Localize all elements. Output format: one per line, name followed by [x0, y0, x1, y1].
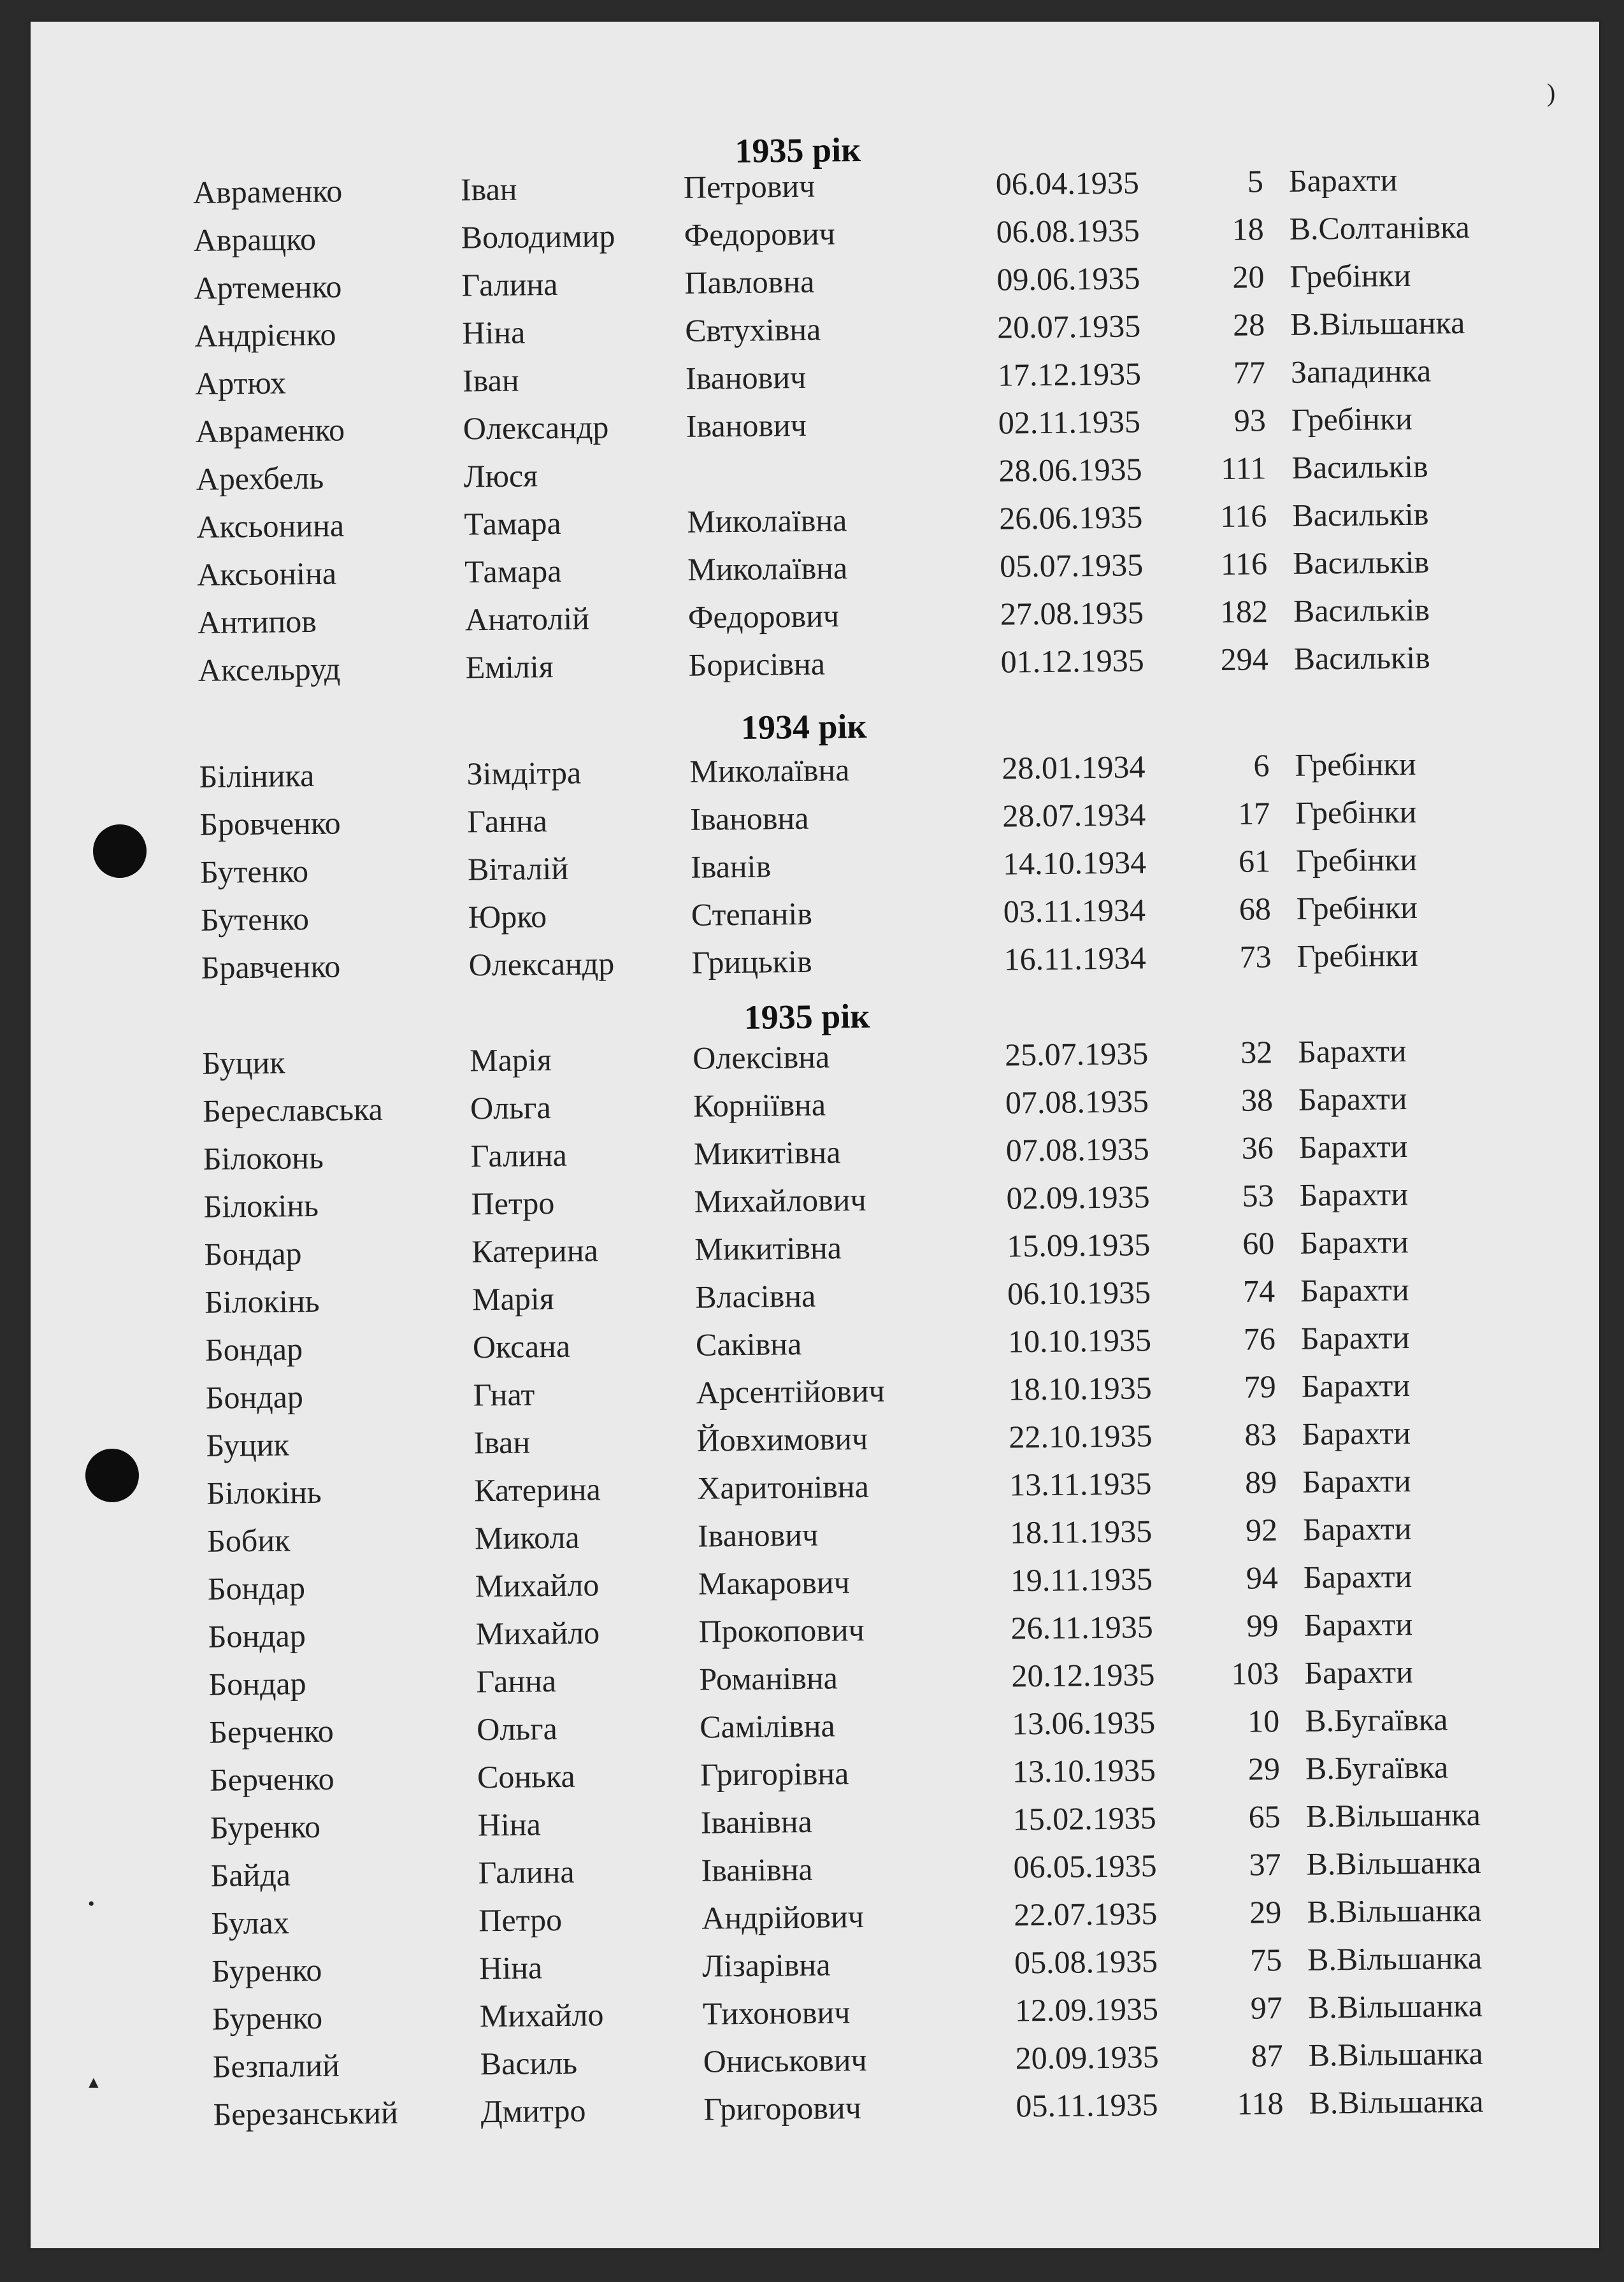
birth-date: 28.07.1934 [1002, 796, 1146, 834]
birth-date: 01.12.1935 [1000, 642, 1145, 680]
record-number: 77 [1233, 354, 1266, 391]
surname: Арехбель [196, 459, 324, 497]
patronymic: Григорівна [700, 1755, 849, 1793]
record-number: 74 [1242, 1273, 1275, 1309]
record-number: 65 [1248, 1798, 1281, 1835]
patronymic: Харитонівна [696, 1468, 870, 1506]
patronymic: Лізарівна [701, 1946, 831, 1984]
surname: Аксьоніна [196, 555, 337, 592]
surname: Буренко [211, 1951, 322, 1989]
given-name: Ніна [478, 1949, 543, 1986]
given-name: Галина [461, 266, 558, 303]
birth-date: 19.11.1935 [1010, 1561, 1153, 1598]
record-number: 53 [1242, 1177, 1274, 1214]
patronymic: Євтухівна [684, 311, 821, 348]
village: Васильків [1293, 639, 1431, 677]
village: В.Бугаївка [1305, 1749, 1449, 1786]
patronymic: Івановна [689, 800, 809, 837]
birth-date: 07.08.1935 [1005, 1083, 1149, 1121]
village: Васильків [1291, 448, 1428, 485]
given-name: Люся [463, 457, 538, 494]
given-name: Петро [471, 1185, 555, 1222]
village: Барахти [1298, 1080, 1407, 1117]
given-name: Михайло [479, 1997, 604, 2034]
patronymic: Іванович [697, 1516, 819, 1554]
birth-date: 09.06.1935 [996, 260, 1140, 298]
given-name: Ганна [467, 803, 548, 840]
birth-date: 05.08.1935 [1014, 1943, 1158, 1981]
surname: Буренко [210, 1808, 321, 1846]
surname: Байда [210, 1856, 291, 1893]
document-page [31, 22, 1599, 2248]
patronymic: Йовхимович [696, 1420, 868, 1458]
birth-date: 20.07.1935 [996, 308, 1141, 345]
surname: Артюх [194, 364, 287, 401]
surname: Андрієнко [194, 316, 336, 354]
surname: Бровченко [199, 805, 341, 842]
village: Барахти [1300, 1319, 1410, 1356]
given-name: Ніна [477, 1806, 542, 1843]
pencil-mark-triangle: ▲ [85, 2073, 102, 2092]
surname: Авращко [193, 220, 317, 258]
surname: Біліника [199, 757, 315, 794]
given-name: Віталій [467, 850, 569, 887]
patronymic: Олексівна [692, 1038, 830, 1076]
village: Барахти [1299, 1175, 1409, 1213]
record-number: 36 [1241, 1130, 1274, 1166]
pencil-mark-top: ) [1547, 78, 1556, 107]
surname: Білокінь [206, 1474, 322, 1511]
village: Барахти [1302, 1510, 1412, 1547]
birth-date: 15.09.1935 [1007, 1226, 1151, 1264]
patronymic: Прокопович [698, 1611, 865, 1649]
village: Гребінки [1291, 400, 1413, 438]
village: Васильків [1292, 496, 1429, 533]
surname: Березанський [213, 2094, 399, 2132]
given-name: Анатолій [464, 600, 590, 638]
village: В.Вільшанка [1309, 2083, 1484, 2121]
village: В.Вільшанка [1307, 1891, 1482, 1930]
record-number: 61 [1238, 843, 1271, 879]
record-number: 29 [1247, 1751, 1281, 1787]
village: Барахти [1304, 1653, 1414, 1691]
given-name: Ніна [461, 314, 526, 351]
birth-date: 20.09.1935 [1015, 2039, 1159, 2076]
given-name: Марія [469, 1042, 552, 1079]
record-number: 68 [1239, 891, 1272, 927]
patronymic: Миколаївна [687, 502, 847, 540]
surname: Білокінь [203, 1187, 319, 1224]
birth-date: 06.04.1935 [995, 164, 1140, 202]
patronymic: Андрійович [701, 1898, 865, 1936]
surname: Авраменко [195, 412, 345, 449]
village: Барахти [1302, 1414, 1411, 1452]
surname: Авраменко [192, 173, 343, 210]
birth-date: 26.06.1935 [999, 499, 1143, 536]
village: В.Вільшанка [1290, 304, 1465, 342]
surname: Білоконь [203, 1139, 324, 1177]
patronymic: Степанів [691, 895, 813, 933]
patronymic: Григорович [703, 2090, 862, 2127]
patronymic: Саківна [695, 1325, 802, 1363]
patronymic: Микитівна [693, 1134, 841, 1172]
record-number: 10 [1247, 1703, 1280, 1739]
village: Гребінки [1295, 745, 1416, 783]
given-name: Василь [480, 2044, 578, 2082]
surname: Білокінь [204, 1282, 320, 1320]
record-number: 89 [1244, 1464, 1277, 1500]
given-name: Тамара [464, 505, 561, 542]
village: Барахти [1300, 1223, 1409, 1261]
record-number: 29 [1249, 1894, 1282, 1930]
surname: Береславська [202, 1091, 384, 1129]
birth-date: 22.07.1935 [1014, 1895, 1158, 1933]
village: В.Вільшанка [1307, 1939, 1483, 1977]
record-number: 38 [1240, 1082, 1274, 1118]
village: Барахти [1302, 1462, 1411, 1500]
birth-date: 10.10.1935 [1007, 1322, 1152, 1360]
record-number: 103 [1231, 1655, 1279, 1691]
village: Гребінки [1297, 936, 1418, 974]
village: Гребінки [1295, 841, 1418, 879]
surname: Буренко [212, 1999, 323, 2037]
patronymic: Микитівна [694, 1230, 842, 1267]
record-number: 5 [1247, 163, 1264, 199]
patronymic: Михайлович [694, 1181, 866, 1219]
record-number: 92 [1245, 1512, 1278, 1548]
village: Барахти [1301, 1367, 1411, 1404]
birth-date: 17.12.1935 [997, 355, 1142, 393]
village: В.Вільшанка [1305, 1796, 1481, 1834]
record-number: 118 [1237, 2085, 1284, 2121]
surname: Бондар [205, 1331, 303, 1368]
given-name: Ганна [476, 1663, 557, 1700]
birth-date: 03.11.1934 [1003, 892, 1146, 929]
given-name: Ольга [476, 1711, 558, 1747]
surname: Аксельруд [198, 650, 341, 688]
record-number: 182 [1219, 593, 1268, 630]
surname: Берченко [209, 1760, 334, 1798]
patronymic: Грицьків [691, 943, 812, 980]
surname: Бутенко [199, 853, 309, 890]
village: Барахти [1297, 1032, 1407, 1070]
given-name: Сонька [477, 1758, 575, 1795]
given-name: Гнат [473, 1376, 535, 1413]
pencil-mark-dot: • [88, 1893, 95, 1914]
record-number: 60 [1242, 1225, 1275, 1261]
surname: Бондар [208, 1665, 306, 1702]
patronymic: Корніївна [693, 1086, 826, 1124]
patronymic: Іванівна [700, 1803, 813, 1841]
birth-date: 22.10.1935 [1009, 1417, 1153, 1455]
patronymic: Федорович [687, 598, 840, 635]
surname: Бондар [205, 1379, 304, 1416]
patronymic: Миколаївна [689, 752, 850, 789]
record-number: 76 [1243, 1321, 1276, 1357]
surname: Бондар [204, 1235, 302, 1272]
birth-date: 28.06.1935 [998, 451, 1142, 489]
given-name: Микола [474, 1519, 580, 1556]
punch-hole-upper [93, 824, 147, 878]
patronymic: Макарович [698, 1564, 851, 1602]
given-name: Зімдітра [466, 754, 582, 792]
record-number: 6 [1253, 747, 1270, 784]
year-heading: 1935 рік [744, 996, 870, 1037]
patronymic: Миколаївна [687, 550, 848, 587]
birth-date: 07.08.1935 [1005, 1131, 1150, 1168]
patronymic: Власівна [694, 1277, 816, 1315]
patronymic: Петрович [683, 168, 816, 205]
given-name: Юрко [468, 898, 547, 935]
given-name: Оксана [472, 1328, 571, 1365]
record-number: 17 [1237, 795, 1270, 831]
given-name: Іван [473, 1424, 531, 1461]
village: В.Вільшанка [1306, 1844, 1481, 1882]
birth-date: 26.11.1935 [1010, 1609, 1154, 1646]
village: Барахти [1300, 1271, 1409, 1309]
birth-date: 13.06.1935 [1011, 1704, 1156, 1742]
surname: Буцик [201, 1044, 285, 1081]
record-number: 93 [1233, 402, 1267, 438]
given-name: Емілія [465, 648, 554, 685]
given-name: Катерина [474, 1471, 601, 1509]
village: Гребінки [1295, 793, 1417, 831]
record-number: 73 [1239, 938, 1272, 975]
given-name: Галина [478, 1853, 575, 1891]
birth-date: 14.10.1934 [1002, 844, 1147, 882]
patronymic: Іванів [690, 848, 772, 885]
surname: Артеменко [194, 268, 342, 306]
patronymic: Федорович [684, 215, 835, 253]
village: В.Бугаївка [1304, 1701, 1448, 1739]
birth-date: 18.10.1935 [1008, 1370, 1152, 1407]
birth-date: 20.12.1935 [1011, 1656, 1155, 1694]
record-number: 87 [1251, 2037, 1283, 2074]
birth-date: 06.08.1935 [996, 212, 1140, 250]
village: В.Вільшанка [1308, 2035, 1483, 2073]
birth-date: 27.08.1935 [1000, 594, 1144, 632]
village: Западинка [1290, 352, 1432, 390]
village: Барахти [1303, 1558, 1412, 1595]
village: Барахти [1288, 162, 1398, 199]
record-number: 32 [1240, 1034, 1273, 1070]
birth-date: 06.05.1935 [1013, 1848, 1157, 1885]
surname: Буцик [206, 1426, 290, 1463]
given-name: Олександр [468, 945, 615, 983]
patronymic: Іванівна [701, 1851, 813, 1888]
patronymic: Ониськович [703, 2041, 867, 2079]
birth-date: 18.11.1935 [1009, 1513, 1153, 1551]
birth-date: 02.11.1935 [998, 403, 1141, 441]
birth-date: 05.07.1935 [999, 547, 1144, 584]
given-name: Марія [471, 1281, 554, 1317]
patronymic: Арсентійович [696, 1372, 885, 1410]
surname: Антипов [197, 603, 317, 640]
surname: Бравченко [201, 948, 341, 986]
given-name: Ольга [470, 1089, 551, 1126]
given-name: Тамара [464, 552, 562, 590]
given-name: Михайло [475, 1614, 600, 1652]
patronymic: Іванович [685, 359, 807, 396]
surname: Бутенко [200, 901, 310, 938]
record-number: 116 [1219, 498, 1267, 535]
village: Гребінки [1296, 889, 1418, 926]
record-number: 94 [1246, 1560, 1279, 1596]
village: Барахти [1298, 1128, 1408, 1165]
given-name: Олександр [463, 409, 609, 447]
surname: Бобик [206, 1522, 291, 1559]
record-number: 294 [1220, 641, 1269, 678]
record-number: 18 [1232, 211, 1264, 247]
record-number: 83 [1244, 1416, 1277, 1453]
surname: Бондар [207, 1570, 306, 1607]
given-name: Галина [470, 1137, 568, 1174]
surname: Берченко [208, 1712, 334, 1750]
given-name: Іван [460, 171, 517, 208]
birth-date: 16.11.1934 [1003, 940, 1147, 977]
village: Васильків [1292, 543, 1430, 581]
given-name: Петро [478, 1901, 563, 1939]
birth-date: 05.11.1935 [1016, 2086, 1158, 2124]
birth-date: 13.10.1935 [1012, 1752, 1156, 1790]
village: Гребінки [1290, 257, 1411, 294]
birth-date: 02.09.1935 [1006, 1179, 1150, 1216]
patronymic: Іванович [686, 406, 807, 444]
village: В.Вільшанка [1307, 1987, 1483, 2025]
surname: Безпалий [212, 2047, 340, 2085]
given-name: Михайло [475, 1567, 600, 1604]
given-name: Дмитро [480, 2092, 586, 2130]
patronymic: Самілівна [699, 1707, 835, 1745]
patronymic: Павловна [684, 263, 815, 301]
surname: Булах [211, 1904, 290, 1941]
patronymic: Романівна [699, 1660, 838, 1697]
village: Васильків [1293, 591, 1430, 629]
patronymic: Борисівна [688, 645, 826, 683]
record-number: 111 [1220, 450, 1267, 486]
surname: Бондар [208, 1618, 306, 1654]
year-heading: 1934 рік [740, 707, 867, 747]
record-number: 116 [1220, 545, 1268, 582]
patronymic: Тихонович [702, 1994, 851, 2032]
village: В.Солтанівка [1289, 208, 1470, 247]
year-heading: 1935 рік [735, 130, 861, 170]
record-number: 75 [1249, 1942, 1283, 1978]
birth-date: 12.09.1935 [1014, 1991, 1159, 2028]
surname: Аксьонина [196, 507, 345, 545]
given-name: Володимир [461, 217, 615, 255]
record-number: 20 [1232, 259, 1265, 295]
record-number: 28 [1232, 306, 1265, 343]
punch-hole-lower [85, 1449, 139, 1502]
record-list [31, 22, 1599, 2248]
record-number: 37 [1249, 1846, 1281, 1883]
birth-date: 13.11.1935 [1009, 1465, 1152, 1503]
village: Барахти [1304, 1605, 1413, 1643]
record-number: 99 [1246, 1607, 1279, 1644]
birth-date: 25.07.1935 [1004, 1035, 1149, 1073]
birth-date: 15.02.1935 [1012, 1800, 1157, 1837]
given-name: Іван [462, 362, 519, 399]
birth-date: 28.01.1934 [1002, 749, 1146, 786]
record-number: 97 [1250, 1990, 1283, 2026]
record-number: 79 [1244, 1368, 1276, 1405]
birth-date: 06.10.1935 [1007, 1274, 1151, 1312]
given-name: Катерина [471, 1232, 599, 1270]
